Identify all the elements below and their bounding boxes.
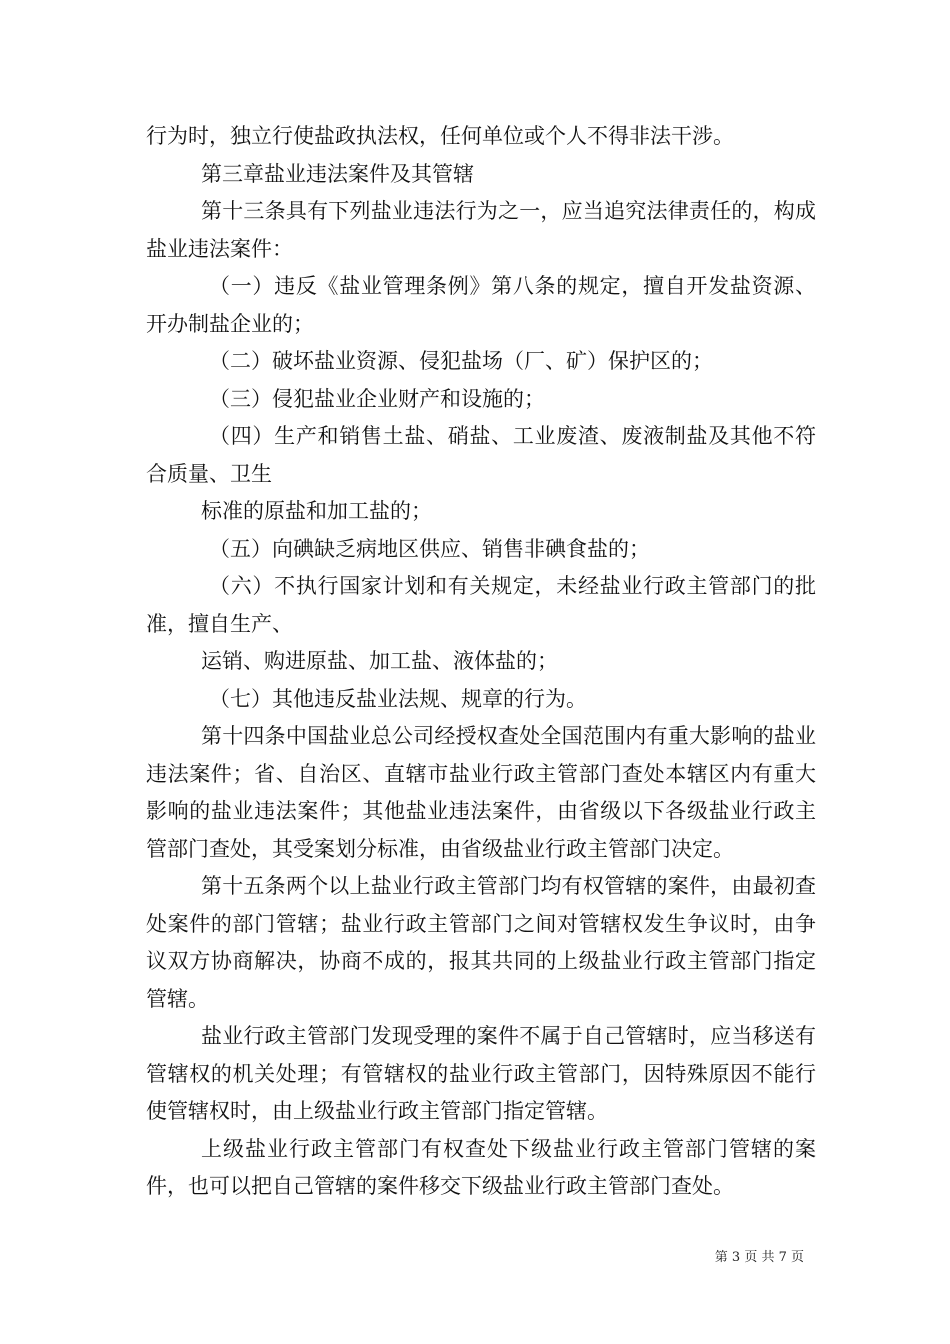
item-7: （七）其他违反盐业法规、规章的行为。: [209, 686, 587, 711]
item-4-continuation: 标准的原盐和加工盐的；: [201, 499, 432, 523]
item-2: （二）破坏盐业资源、侵犯盐场（厂、矿）保护区的；: [209, 349, 713, 373]
paragraph-continuation: 行为时，独立行使盐政执法权，任何单位或个人不得非法干涉。: [146, 124, 734, 148]
article-15: 第十五条两个以上盐业行政主管部门均有权管辖的案件，由最初查处案件的部门管辖；盐业行政主管部门之间对管辖权发生争议时，由争议双方协商解决，协商不成的，报其共同的上级盐业行政主管部门指定管辖。: [146, 874, 816, 1011]
item-4: （四）生产和销售土盐、硝盐、工业废渣、废液制盐及其他不符合质量、卫生: [146, 424, 816, 486]
article-13: 第十三条具有下列盐业违法行为之一，应当追究法律责任的，构成盐业违法案件：: [146, 199, 816, 261]
document-body: [146, 118, 816, 1206]
page-number: 第 3 页 共 7 页: [714, 1250, 804, 1265]
item-3: （三）侵犯盐业企业财产和设施的；: [209, 386, 545, 411]
item-6: （六）不执行国家计划和有关规定，未经盐业行政主管部门的批准，擅自生产、: [146, 574, 816, 636]
chapter-heading: 第三章盐业违法案件及其管辖: [201, 161, 474, 186]
item-1: （一）违反《盐业管理条例》第八条的规定，擅自开发盐资源、开办制盐企业的；: [146, 274, 816, 336]
article-14: 第十四条中国盐业总公司经授权查处全国范围内有重大影响的盐业违法案件；省、自治区、直辖市盐业行政主管部门查处本辖区内有重大影响的盐业违法案件；其他盐业违法案件，由省级以下各级盐业行政主管部门查处，其受案划分标准，由省级盐业行政主管部门决定。: [146, 724, 816, 861]
item-5: （五）向碘缺乏病地区供应、销售非碘食盐的；: [209, 536, 650, 561]
article-15-paragraph-2: 盐业行政主管部门发现受理的案件不属于自己管辖时，应当移送有管辖权的机关处理；有管辖权的盐业行政主管部门，因特殊原因不能行使管辖权时，由上级盐业行政主管部门指定管辖。: [146, 1024, 816, 1123]
article-15-paragraph-3: 上级盐业行政主管部门有权查处下级盐业行政主管部门管辖的案件，也可以把自己管辖的案件移交下级盐业行政主管部门查处。: [146, 1136, 816, 1198]
item-6-continuation: 运销、购进原盐、加工盐、液体盐的；: [201, 649, 558, 673]
